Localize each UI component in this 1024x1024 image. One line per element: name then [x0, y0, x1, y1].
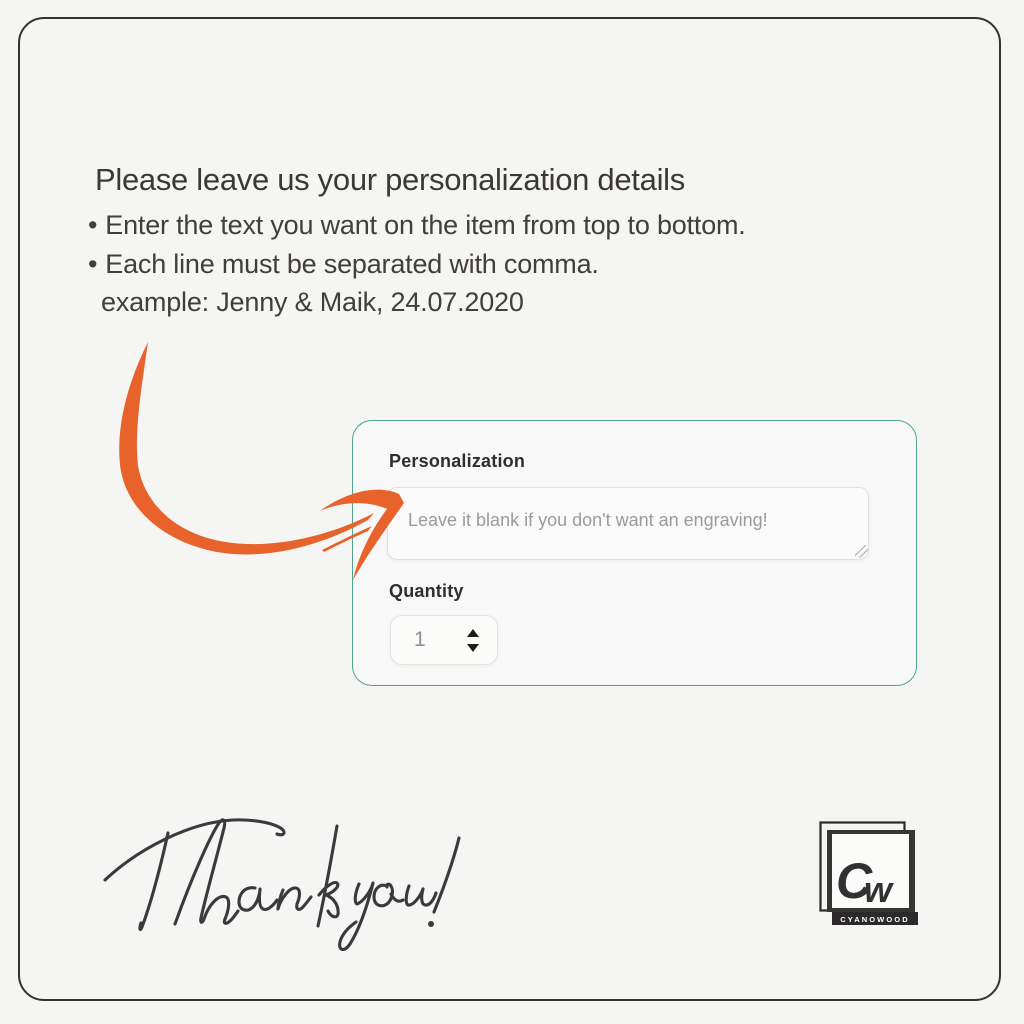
- quantity-label: Quantity: [389, 581, 464, 601]
- bullet-item-1-text: Enter the text you want on the item from top to bottom.: [105, 210, 746, 240]
- quantity-stepper[interactable]: [467, 629, 479, 652]
- quantity-input[interactable]: [390, 615, 498, 665]
- page-title: Please leave us your personalization details: [95, 162, 685, 197]
- bullet-item-2: [88, 245, 958, 284]
- logo-monogram-c: C: [836, 853, 873, 909]
- personalization-input[interactable]: [387, 487, 869, 560]
- instructions-block: [88, 160, 958, 322]
- stepper-down-icon[interactable]: [467, 644, 479, 652]
- bullet-icon: •: [88, 248, 98, 279]
- bullet-icon: •: [88, 210, 98, 240]
- logo-monogram-w: w: [864, 869, 893, 910]
- exclamation-dot: [428, 921, 434, 927]
- bullet-item-1: [88, 206, 958, 245]
- stepper-up-icon[interactable]: [467, 629, 479, 637]
- quantity-value: 1: [414, 628, 426, 651]
- logo-brand-name: CYANOWOOD: [840, 915, 910, 924]
- bullet-item-2-text: Each line must be separated with comma.: [105, 248, 599, 279]
- thank-you-script: [95, 800, 470, 960]
- example-line: example: Jenny & Maik, 24.07.2020: [101, 287, 524, 317]
- signature-text: [0, 0, 1, 1]
- personalization-label: Personalization: [389, 451, 526, 471]
- curved-arrow-icon: [100, 330, 420, 590]
- personalization-panel: [352, 420, 917, 686]
- brand-logo: [817, 819, 923, 929]
